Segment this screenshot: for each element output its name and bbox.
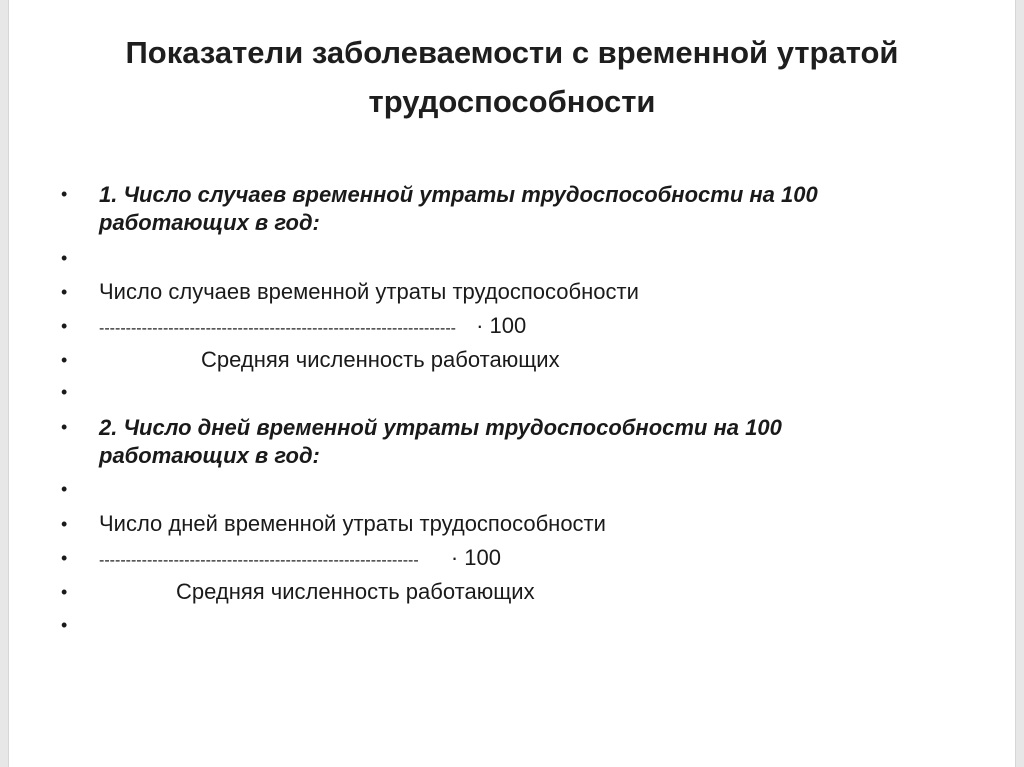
item2-denominator: Средняя численность работающих: [176, 579, 535, 604]
bullet: •: [61, 417, 68, 437]
slide: [8, 0, 1016, 767]
bullet: •: [61, 316, 68, 336]
item1-fraction-row: [99, 312, 526, 343]
bullet: •: [61, 615, 68, 635]
bullet: •: [61, 479, 68, 499]
item1-heading-line-1: 1. Число случаев временной утраты трудоспособности на 100: [99, 182, 818, 207]
item1-numerator: Число случаев временной утраты трудоспособности: [99, 279, 639, 304]
title-line-2: трудоспособности: [368, 84, 656, 119]
bullet: •: [61, 514, 68, 534]
item2-fraction-line: ------------------------------------------------------------: [99, 552, 419, 569]
item2-heading-line-1: 2. Число дней временной утраты трудоспособности на 100: [99, 415, 782, 440]
bullet: •: [61, 282, 68, 302]
item1-heading-line-2: работающих в год:: [99, 210, 320, 235]
item2-fraction-row: [99, 544, 501, 575]
bullet: •: [61, 382, 68, 402]
item1-multiplier: · 100: [476, 313, 527, 338]
item1-fraction-line: -------------------------------------------------------------------: [99, 320, 456, 337]
slide-body: [9, 0, 1015, 767]
bullet: •: [61, 248, 68, 268]
bullet: •: [61, 582, 68, 602]
bullet: •: [61, 350, 68, 370]
bullet: •: [61, 184, 68, 204]
bullet: •: [61, 548, 68, 568]
item2-numerator: Число дней временной утраты трудоспособности: [99, 511, 606, 536]
title-line-1: Показатели заболеваемости с временной утратой: [125, 35, 899, 70]
item2-heading-line-2: работающих в год:: [99, 443, 320, 468]
item1-denominator: Средняя численность работающих: [201, 347, 560, 372]
item2-multiplier: · 100: [450, 545, 501, 570]
